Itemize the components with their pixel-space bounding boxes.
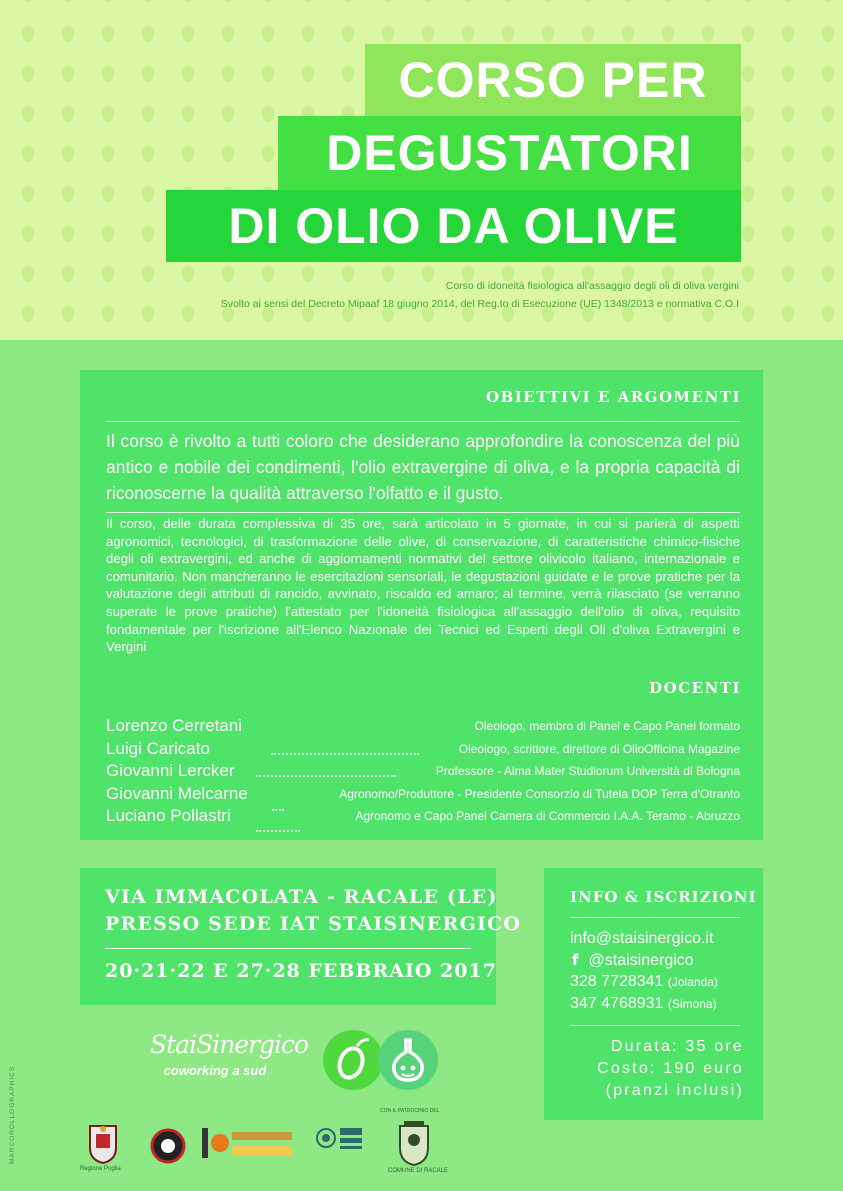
venue-panel	[80, 868, 522, 1005]
info-panel	[544, 868, 763, 1120]
teacher-role: Agronomo e Capo Panel Camera di Commercio I.A.A. Teramo - Abruzzo	[355, 809, 740, 823]
dotted-leader	[272, 809, 284, 811]
divider	[106, 421, 740, 422]
teachers-title: DOCENTI	[649, 679, 741, 697]
flask-icon	[378, 1030, 438, 1090]
venue-location: PRESSO SEDE IAT STAISINERGICO	[105, 913, 522, 935]
venue-address: VIA IMMACOLATA - RACALE (LE)	[105, 886, 498, 908]
teacher-name: Luciano Pollastri	[106, 806, 231, 825]
course-duration: Durata: 35 ore	[610, 1038, 744, 1055]
regione-puglia-label: Regione Puglia	[80, 1166, 121, 1172]
teacher-name: Lorenzo Cerretani	[106, 716, 243, 735]
facebook-link[interactable]	[572, 949, 694, 972]
divider	[570, 917, 740, 918]
teacher-row	[106, 805, 740, 828]
teacher-row	[106, 715, 740, 738]
designer-credit: MARCOROLLOGRAPHICS	[9, 1065, 16, 1164]
objectives-title: OBIETTIVI E ARGOMENTI	[486, 388, 741, 406]
regione-puglia-logo	[88, 1122, 118, 1169]
staisinergico-logo	[150, 1030, 309, 1078]
patrocinio-label: CON IL PATROCINIO DEL	[380, 1108, 440, 1114]
olive-icon	[323, 1030, 383, 1090]
teacher-role: Agronomo/Produttore - Presidente Consorzio di Tutela DOP Terra d'Otranto	[339, 786, 740, 801]
course-cost: Costo: 190 euro	[597, 1060, 744, 1077]
iat-racale-logo	[316, 1124, 366, 1163]
divider	[570, 1025, 740, 1026]
subtitle-2: Svolto ai sensi del Decreto Mipaaf 18 giugno 2014, del Reg.to di Esecuzione (UE) 1348/2013 e normativa C.O.I	[220, 298, 739, 310]
subtitle-1: Corso di idoneità fisiologica all'assaggio degli oli di oliva vergini	[445, 280, 739, 292]
facebook-handle: @staisinergico	[588, 952, 694, 969]
phone-2[interactable]	[570, 993, 717, 1015]
objectives-body: Il corso, delle durata complessiva di 35 ore, sarà articolato in 5 giornate, in cui si parlerà di aspetti agronomici, tecnologici, di trasformazione delle olive, di conservazione, di caratteristiche chimico-fisiche degli oli extravergini, ed anche di aggiornamenti normativi del settore olivicolo italiano, internazionale e comunitario. Non mancheranno le esercitazioni sensoriali, le degustazioni guidate e le prove pratiche per la valutazione degli attributi di rancido, avvinato, riscaldo ed amaro; al termine, verrà rilasciato (se verranno superate le prove pratiche) l'attestato per l'idoneità fisiologica all'assaggio dell'olio di oliva, requisito fondamentale per l'iscrizione all'Elenco Nazionale dei Tecnici ed Esperti degli Oli d'oliva Extravergini e Vergini	[106, 516, 740, 655]
divider	[106, 512, 740, 513]
phone-contact: (Simona)	[667, 997, 717, 1011]
content-panel	[80, 370, 763, 840]
dotted-leader	[271, 753, 419, 755]
title-line-3: DI OLIO DA OLIVE	[166, 190, 741, 262]
email-link[interactable]: info@staisinergico.it	[570, 930, 714, 947]
comune-racale-label: COMUNE DI RACALE	[388, 1168, 449, 1174]
teacher-role: Professore - Alma Mater Studiorum Università di Bologna	[435, 764, 740, 778]
sponsor-logo-mettici-le-mani	[202, 1128, 294, 1163]
phone-1[interactable]	[570, 971, 718, 993]
dotted-leader	[256, 775, 396, 777]
phone-number: 347 4768931	[570, 995, 664, 1012]
facebook-icon: f	[572, 951, 579, 969]
teacher-name: Luigi Caricato	[106, 738, 210, 758]
phone-number: 328 7728341	[570, 973, 664, 990]
title-line-1: CORSO PER	[365, 44, 741, 116]
comune-racale-crest	[396, 1120, 432, 1171]
objectives-lead: Il corso è rivolto a tutti coloro che desiderano approfondire la conoscenza del più antico e nobile dei condimenti, l'olio extravergine di oliva, e la propria capacità di riconoscerne la qualità attraverso l'olfatto e il gusto.	[106, 431, 740, 503]
teacher-row	[106, 760, 740, 783]
staisinergico-wordmark: StaiSinergico	[150, 1030, 309, 1059]
teacher-row	[106, 738, 740, 761]
course-dates: 20·21·22 E 27·28 FEBBRAIO 2017	[105, 960, 497, 982]
teacher-row	[106, 783, 740, 806]
divider	[105, 948, 471, 949]
info-title: INFO & ISCRIZIONI	[570, 888, 757, 906]
cost-note: (pranzi inclusi)	[605, 1082, 744, 1099]
title-line-2: DEGUSTATORI	[278, 116, 741, 190]
teachers-list	[106, 715, 740, 828]
sponsor-logo-round	[150, 1128, 186, 1169]
phone-contact: (Jolanda)	[667, 975, 718, 989]
teacher-role: Oleologo, membro di Panel e Capo Panel formato	[474, 719, 740, 733]
staisinergico-tagline: coworking a sud	[163, 1063, 267, 1078]
teacher-name: Giovanni Melcarne	[106, 783, 248, 803]
teacher-role: Oleologo, scrittore, direttore di OlioOfficina Magazine	[458, 741, 740, 756]
teacher-name: Giovanni Lercker	[106, 761, 235, 780]
dotted-leader	[256, 830, 300, 832]
